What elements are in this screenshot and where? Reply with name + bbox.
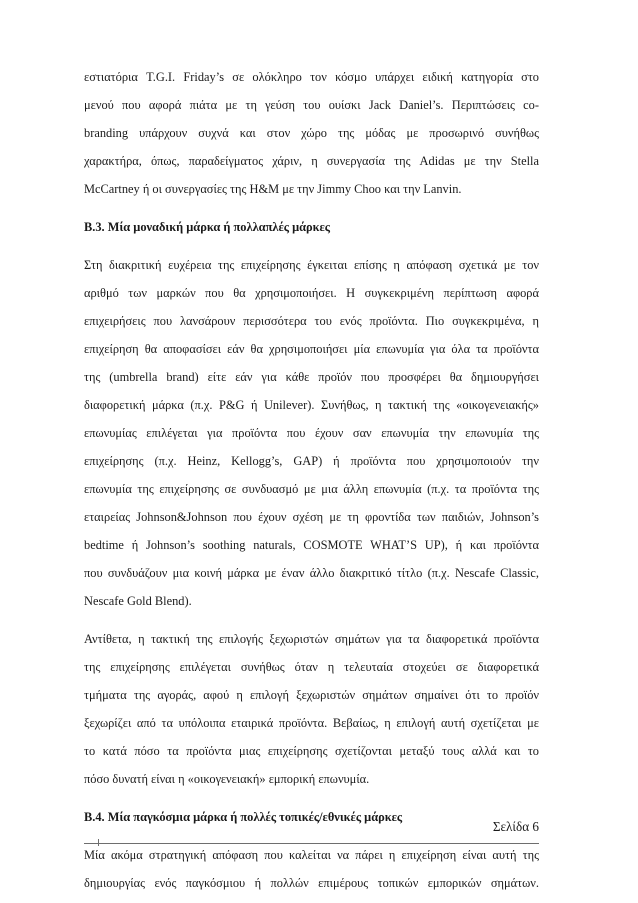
body-text-line: χαρακτήρα, όπως, παραδείγματος χάριν, η συνεργασία της Adidas με την Stella bbox=[84, 154, 539, 168]
body-text-line: της (umbrella brand) είτε εάν για κάθε προϊόν που προσφέρει θα δημιουργήσει bbox=[84, 370, 539, 384]
body-text-line: εστιατόρια T.G.I. Friday’s σε ολόκληρο τον κόσμο υπάρχει ειδική κατηγορία στο bbox=[84, 70, 539, 84]
body-text-line: μενού που αφορά πιάτα με τη γεύση του ουίσκι Jack Daniel’s. Περιπτώσεις co- bbox=[84, 98, 539, 112]
page-number: Σελίδα 6 bbox=[492, 819, 539, 834]
body-text-line: branding υπάρχουν συχνά και στον χώρο της μόδας με προσωρινό συνήθως bbox=[84, 126, 539, 140]
body-text-line: ξεχωρίζει από τα υπόλοιπα εταιρικά προϊόντα. Βεβαίως, η επιλογή αυτή σχετίζεται με bbox=[84, 716, 539, 730]
body-text-line: που συνδυάζουν μια κοινή μάρκα με έναν άλλο διακριτικό τίτλο (π.χ. Nescafe Classic, bbox=[84, 566, 539, 580]
body-text-line: Μία ακόμα στρατηγική απόφαση που καλείται να πάρει η επιχείρηση είναι αυτή της bbox=[84, 848, 539, 862]
body-text-line: Nescafe Gold Blend). bbox=[84, 594, 192, 608]
footer-tick-mark bbox=[98, 839, 99, 846]
body-text-line: επιχείρηση θα αποφασίσει εάν θα χρησιμοποιήσει μία επωνυμία για όλα τα προϊόντα bbox=[84, 342, 539, 356]
section-heading: B.3. Μία μοναδική μάρκα ή πολλαπλές μάρκες bbox=[84, 220, 331, 234]
body-text-line: McCartney ή οι συνεργασίες της H&M με την Jimmy Choo και την Lanvin. bbox=[84, 182, 462, 196]
footer-divider bbox=[84, 843, 539, 844]
body-text-line: το κατά πόσο τα προϊόντα μιας επιχείρησης σχετίζονται μεταξύ τους αλλά και το bbox=[84, 744, 539, 758]
body-text-line: της επιχείρησης επιλέγεται συνήθως όταν η τελευταία στοχεύει σε διαφορετικά bbox=[84, 660, 539, 674]
body-text-line: επιχείρησης (π.χ. Heinz, Kellogg’s, GAP) ή προϊόντα που χρησιμοποιούν την bbox=[84, 454, 539, 468]
body-text-line: αριθμό των μαρκών που θα χρησιμοποιήσει. Η συγκεκριμένη περίπτωση αφορά bbox=[84, 286, 539, 300]
body-text-line: επιχειρήσεις που λανσάρουν περισσότερα του ενός προϊόντα. Πιο συγκεκριμένα, η bbox=[84, 314, 539, 328]
body-text-line: bedtime ή Johnson’s soothing naturals, COSMOTE WHAT’S UP), ή και προϊόντα bbox=[84, 538, 539, 552]
body-text-line: Στη διακριτική ευχέρεια της επιχείρησης έγκειται επίσης η απόφαση σχετικά με τον bbox=[84, 258, 539, 272]
section-heading: B.4. Μία παγκόσμια μάρκα ή πολλές τοπικές/εθνικές μάρκες bbox=[84, 810, 403, 824]
body-text-line: διαφορετική μάρκα (π.χ. P&G ή Unilever). Συνήθως, η τακτική της «οικογενειακής» bbox=[84, 398, 539, 412]
body-text-line: επωνυμία της επιχείρησης σε συνδυασμό με μια άλλη επωνυμία (π.χ. τα προϊόντα της bbox=[84, 482, 539, 496]
body-text-line: τμήματα της αγοράς, αφού η επιλογή ξεχωριστών σημάτων σημαίνει ότι το προϊόν bbox=[84, 688, 539, 702]
body-text-line: δημιουργίας ενός παγκόσμιου ή πολλών επιμέρους τοπικών εμπορικών σημάτων. bbox=[84, 876, 539, 890]
body-text-line: επωνυμίας επιλέγεται για προϊόντα που έχουν σαν επωνυμία την επωνυμία της bbox=[84, 426, 539, 440]
body-text-line: εταιρείας Johnson&Johnson που έχουν σχέση με τη φροντίδα των παιδιών, Johnson’s bbox=[84, 510, 539, 524]
body-text-line: πόσο δυνατή είναι η «οικογενειακή» εμπορική επωνυμία. bbox=[84, 772, 370, 786]
body-text-line: Αντίθετα, η τακτική της επιλογής ξεχωριστών σημάτων για τα διαφορετικά προϊόντα bbox=[84, 632, 539, 646]
